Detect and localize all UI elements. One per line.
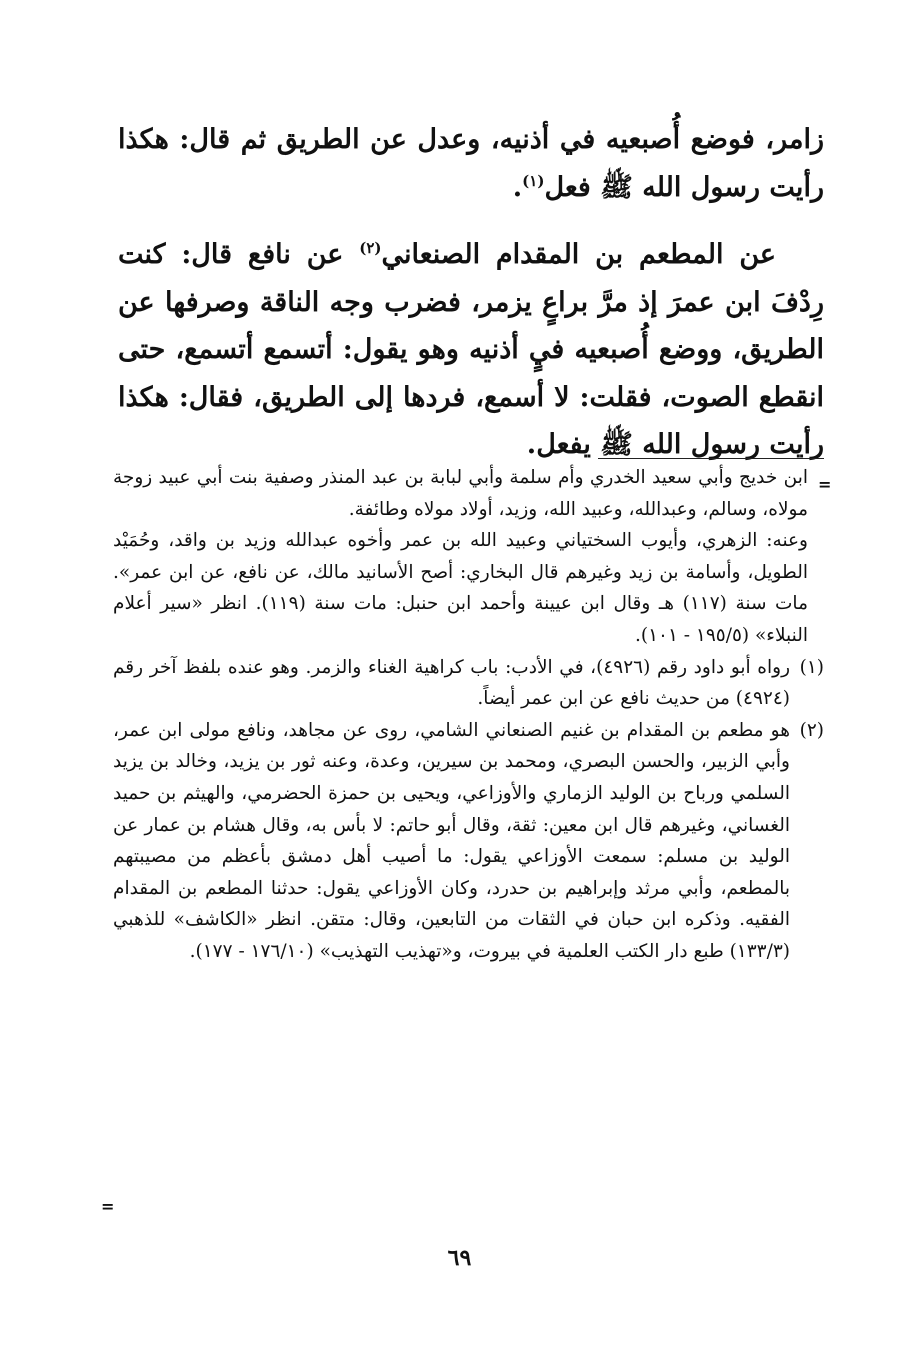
footnote-2-text: هو مطعم بن المقدام بن غنيم الصنعاني الشامي، روى عن مجاهد، ونافع مولى ابن عمر، وأبي الزبير، والحسن البصري، ومحمد بن سيرين، وعدة، وعنه ثور بن يزيد، وخالد بن يزيد السلمي ورباح بن الوليد الزماري والأوزاعي، ويحيى بن حمزة الحضرمي، والهيثم بن حميد الغساني، وغيرهم قال ابن معين: ثقة، وقال أبو حاتم: لا بأس به، وقال هشام بن عمار عن الوليد بن مسلم: سمعت الأوزاعي يقول: ما أصيب أهل دمشق بأعظم من مصيبتهم بالمطعم، وأبي مرثد وإبراهيم بن حدرد، وكان الأوزاعي يقول: حدثنا المطعم بن المقدام الفقيه. وذكره ابن حبان في الثقات من التابعين، وقال: متقن. انظر «الكاشف» للذهبي (١٣٣/٣) طبع دار الكتب العلمية في بيروت، و«تهذيب التهذيب» (١٧٦/١٠ - ١٧٧). xyxy=(113,719,790,962)
footnote-end-mark: = xyxy=(101,1197,115,1216)
paragraph-2-text-b: عن نافع قال: كنت رِدْفَ ابن عمرَ إذ مرَّ براعٍ يزمر، فضرب وجه الناقة وصرفها عن الطريق، ووضع أُصبعيه فيٍ أذنيه وهو يقول: أتسمع أتسمع، حتى انقطع الصوت، فقلت: لا أسمع، فردها إلى الطريق، فقال: هكذا رأيت رسول الله ﷺ يفعل. xyxy=(118,239,824,460)
footnote-2 xyxy=(113,715,824,968)
paragraph-2-text-a: عن المطعم بن المقدام الصنعاني xyxy=(381,239,776,270)
paragraph-1-text: زامر، فوضع أُصبعيه في أذنيه، وعدل عن الطريق ثم قال: هكذا رأيت رسول الله ﷺ فعل xyxy=(118,124,824,203)
footnote-1-number: (١) xyxy=(799,656,824,678)
main-text xyxy=(118,116,824,469)
footnote-continuation-1: ابن خديج وأبي سعيد الخدري وأم سلمة وأبي لبابة بن عبد المنذر وصفية بنت أبي عبيد زوجة مولاه، وسالم، وعبدالله، وعبيد الله، وزيد، أولاد مولاه وطائفة. xyxy=(113,467,808,520)
footnote-2-number: (٢) xyxy=(799,719,824,741)
note-ref-1[interactable]: (١) xyxy=(522,171,545,190)
paragraph-1 xyxy=(118,116,824,211)
note-ref-2[interactable]: (٢) xyxy=(359,239,382,257)
page-number: ٦٩ xyxy=(447,1245,472,1271)
footnote-1 xyxy=(113,652,824,715)
continuation-mark: = xyxy=(818,475,832,494)
footnote-1-text: رواه أبو داود رقم (٤٩٢٦)، في الأدب: باب كراهية الغناء والزمر. وهو عنده بلفظ آخر رقم (٤٩٢٤) من حديث نافع عن ابن عمر أيضاً. xyxy=(113,656,790,710)
paragraph-1-tail: . xyxy=(512,171,523,203)
paragraph-2 xyxy=(118,231,824,469)
footnote-continuation-2: وعنه: الزهري، وأيوب السختياني وعبيد الله بن عمر وأخوه عبدالله وزيد بن واقد، وحُمَيْد الطويل، وأسامة بن زيد وغيرهم قال البخاري: أصح الأسانيد مالك، عن نافع، عن ابن عمر». مات سنة (١١٧) هـ وقال ابن عيينة وأحمد ابن حنبل: مات سنة (١١٩). انظر «سير أعلام النبلاء» (١٩٥/٥ - ١٠١). xyxy=(113,530,808,646)
footnote-separator xyxy=(598,458,824,459)
footnotes xyxy=(113,462,824,968)
